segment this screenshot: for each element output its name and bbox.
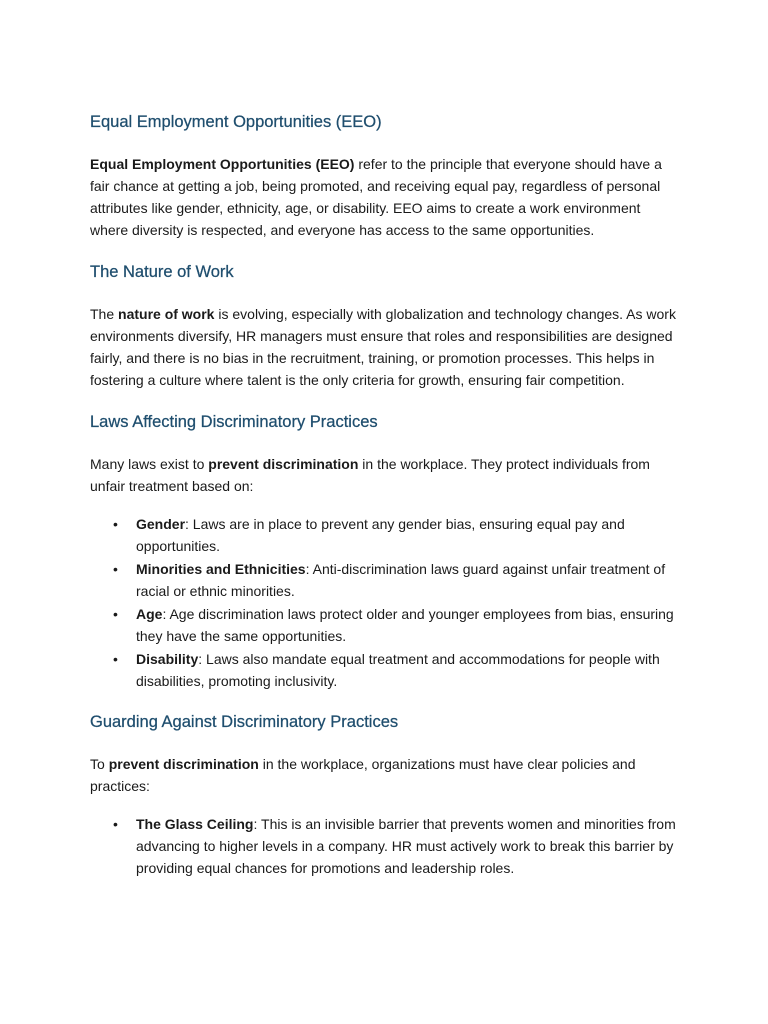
- heading-eeo: Equal Employment Opportunities (EEO): [90, 113, 382, 131]
- paragraph-text: refer to the principle that everyone should have a fair chance at getting a job, being promoted, and receiving equal pay, regardless of personal attributes like gender, ethnicity, age, or disability. EEO aims to create a work environment where diversity is respected, and everyone has access to the same opportunities.: [90, 156, 662, 238]
- paragraph-laws: [90, 453, 682, 497]
- paragraph-text: To: [90, 756, 109, 772]
- list-text: : Laws also mandate equal treatment and accommodations for people with disabilities, promoting inclusivity.: [136, 651, 660, 689]
- paragraph-text: in the workplace. They protect individuals from unfair treatment based on:: [90, 456, 650, 494]
- bullet-icon: •: [113, 561, 118, 577]
- document-page: [90, 111, 682, 880]
- bold-term: prevent discrimination: [108, 756, 259, 772]
- bold-term: nature of work: [118, 306, 215, 322]
- heading-nature-of-work: The Nature of Work: [90, 263, 234, 281]
- paragraph-text: Many laws exist to: [90, 456, 209, 472]
- list-item: [90, 648, 682, 692]
- list-item: [90, 513, 682, 557]
- list-term: Age: [136, 606, 163, 622]
- list-text: : Anti-discrimination laws guard against unfair treatment of racial or ethnic minorities.: [136, 561, 666, 599]
- list-term: Gender: [136, 516, 186, 532]
- paragraph-text: is evolving, especially with globalization and technology changes. As work environments diversify, HR managers must ensure that roles and responsibilities are designed fairly, and there is no bias in the recruitment, training, or promotion processes. This helps in fostering a culture where talent is the only criteria for growth, ensuring fair competition.: [90, 306, 676, 388]
- paragraph-nature-of-work: [90, 303, 682, 391]
- list-term: The Glass Ceiling: [136, 816, 254, 832]
- bullet-icon: •: [113, 651, 118, 667]
- bullet-icon: •: [113, 516, 118, 532]
- list-item: [90, 603, 682, 647]
- guarding-list: [90, 813, 682, 879]
- list-item: [90, 558, 682, 602]
- paragraph-eeo: [90, 153, 682, 241]
- list-term: Minorities and Ethnicities: [136, 561, 306, 577]
- paragraph-guarding: [90, 753, 682, 797]
- laws-list: [90, 513, 682, 692]
- paragraph-text: in the workplace, organizations must have clear policies and practices:: [90, 756, 636, 794]
- heading-laws: Laws Affecting Discriminatory Practices: [90, 413, 378, 431]
- list-term: Disability: [136, 651, 199, 667]
- bold-term: Equal Employment Opportunities (EEO): [90, 156, 355, 172]
- bold-term: prevent discrimination: [208, 456, 359, 472]
- bullet-icon: •: [113, 816, 118, 832]
- list-text: : Age discrimination laws protect older and younger employees from bias, ensuring they have the same opportunities.: [136, 606, 674, 644]
- list-item: [90, 813, 682, 879]
- list-text: : Laws are in place to prevent any gender bias, ensuring equal pay and opportunities.: [136, 516, 625, 554]
- list-text: : This is an invisible barrier that prevents women and minorities from advancing to higher levels in a company. HR must actively work to break this barrier by providing equal chances for promotions and leadership roles.: [136, 816, 676, 876]
- bullet-icon: •: [113, 606, 118, 622]
- heading-guarding: Guarding Against Discriminatory Practices: [90, 713, 399, 731]
- paragraph-text: The: [90, 306, 119, 322]
